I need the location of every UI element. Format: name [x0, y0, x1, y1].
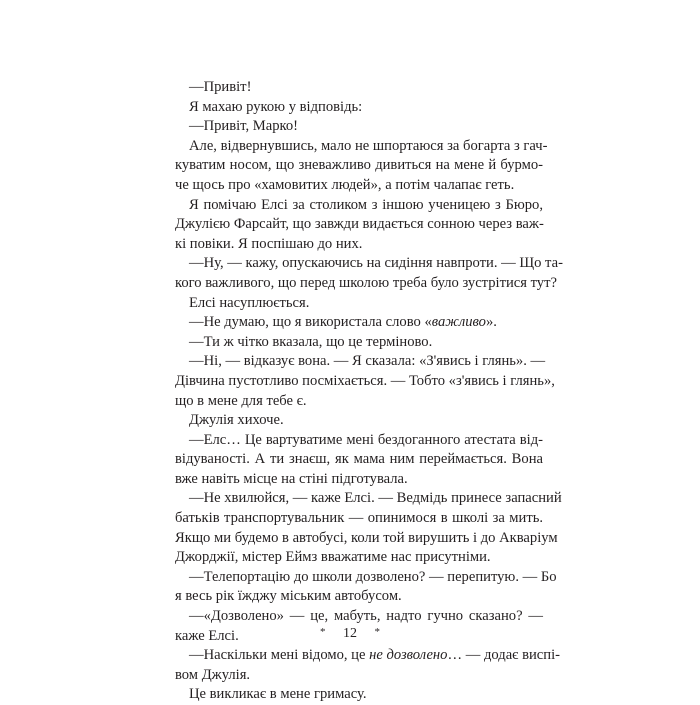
text-line: Я помічаю Елсі за столиком з іншою ученицею з Бюро, [189, 196, 543, 213]
text-line: —Привіт! [189, 79, 252, 95]
text-line: Але, відвернувшись, мало не шпортаюся за богарта з гач- [189, 137, 548, 154]
text-line: кі повіки. Я поспішаю до них. [175, 235, 363, 252]
text-line: Це викликає в мене гримасу. [189, 686, 367, 703]
ornament-right: * [374, 626, 380, 638]
text-line: я весь рік їжджу міським автобусом. [175, 588, 402, 605]
text-line: Якщо ми будемо в автобусі, коли той вирушить і до Акваріум [175, 529, 558, 546]
text-line: —Наскільки мені відомо, це не дозволено… — додає виспі- [189, 647, 560, 664]
text-line: Джорджії, містер Еймз вважатиме нас присутніми. [175, 549, 491, 566]
text-line: —Привіт, Марко! [189, 118, 299, 135]
text-line: —Не думаю, що я використала слово «важливо». [189, 314, 497, 331]
text-line: вом Джулія. [175, 666, 251, 683]
italic-emphasis: важливо [431, 314, 486, 331]
text-line: —Ну, — кажу, опускаючись на сидіння навпроти. — Що та- [189, 255, 563, 272]
text-line: що в мене для тебе є. [175, 392, 307, 409]
text-line: каже Елсі. [175, 627, 239, 644]
page-footer [0, 623, 700, 643]
text-line: кого важливого, що перед школою треба було зустрітися тут? [175, 274, 557, 291]
text-line: Джулією Фарсайт, що завжди видається сонною через важ- [175, 216, 544, 233]
text-line: батьків транспортувальник — опинимося в школі за мить. [175, 510, 543, 527]
ornament-left: * [320, 626, 326, 638]
text-line: Дівчина пустотливо посміхається. — Тобто «з'явись і глянь», [175, 372, 555, 389]
text-line: —Елс… Це вартуватиме мені бездоганного атестата від- [189, 431, 543, 448]
text-line: куватим носом, що зневажливо дивиться на мене й бурмо- [175, 157, 543, 174]
text-line: відуваності. А ти знаєш, як мама ним переймається. Вона [175, 451, 543, 468]
text-line: че щось про «хамовитих людей», а потім чалапає геть. [175, 176, 515, 193]
text-line: Елсі насуплюється. [189, 294, 310, 311]
text-line: Джулія хихоче. [189, 412, 284, 429]
italic-emphasis: не дозволено [369, 647, 448, 664]
text-line: —«Дозволено» — це, мабуть, надто гучно сказано? — [189, 608, 543, 625]
text-line: —Телепортацію до школи дозволено? — перепитую. — Бо [189, 568, 557, 585]
text-line: Я махаю рукою у відповідь: [189, 98, 363, 115]
body-text [175, 78, 563, 705]
text-line: —Не хвилюйся, — каже Елсі. — Ведмідь принесе запасний [189, 490, 562, 507]
page-number: 12 [343, 626, 357, 641]
text-line: —Ні, — відказує вона. — Я сказала: «З'явись і глянь». — [189, 353, 546, 370]
text-line: вже навіть місце на стіні підготувала. [175, 470, 408, 487]
text-line: —Ти ж чітко вказала, що це терміново. [189, 333, 433, 350]
